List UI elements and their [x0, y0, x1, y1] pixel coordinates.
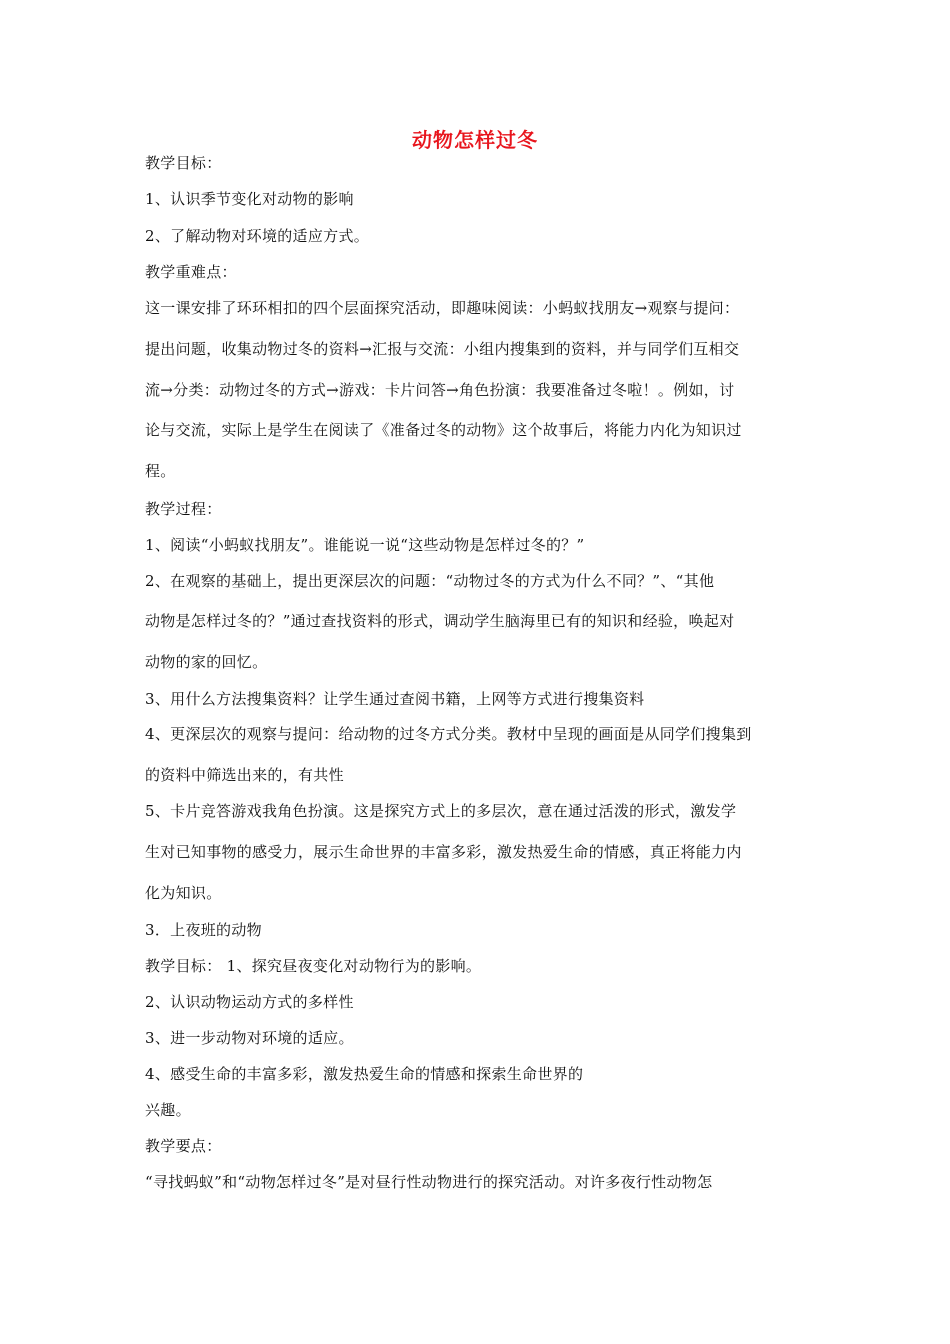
text-line: 4、感受生命的丰富多彩，激发热爱生命的情感和探索生命世界的 — [145, 1065, 584, 1083]
text-line: 流→分类：动物过冬的方式→游戏：卡片问答→角色扮演：我要准备过冬啦！。例如，讨 — [145, 381, 735, 399]
text-line: 3、进一步动物对环境的适应。 — [145, 1029, 354, 1047]
text-line: 3、用什么方法搜集资料？让学生通过查阅书籍，上网等方式进行搜集资料 — [145, 690, 645, 708]
text-line: 动物是怎样过冬的？”通过查找资料的形式，调动学生脑海里已有的知识和经验，唤起对 — [145, 612, 735, 630]
text-line: 生对已知事物的感受力，展示生命世界的丰富多彩，激发热爱生命的情感，真正将能力内 — [145, 843, 742, 861]
document-title: 动物怎样过冬 — [412, 128, 538, 152]
text-line: 论与交流，实际上是学生在阅读了《准备过冬的动物》这个故事后，将能力内化为知识过 — [145, 421, 742, 439]
text-line: 3．上夜班的动物 — [145, 921, 262, 939]
text-line: 化为知识。 — [145, 884, 222, 902]
text-line: 4、更深层次的观察与提问：给动物的过冬方式分类。教材中呈现的画面是从同学们搜集到 — [145, 725, 752, 743]
text-line: 5、卡片竞答游戏我角色扮演。这是探究方式上的多层次，意在通过活泼的形式，激发学 — [145, 802, 737, 820]
text-line: 程。 — [145, 462, 176, 480]
text-line: 提出问题，收集动物过冬的资料→汇报与交流：小组内搜集到的资料，并与同学们互相交 — [145, 340, 740, 358]
text-line: 2、认识动物运动方式的多样性 — [145, 993, 354, 1011]
text-line: 动物的家的回忆。 — [145, 653, 268, 671]
text-line: 教学要点： — [145, 1137, 222, 1155]
text-line: 教学目标： 1、探究昼夜变化对动物行为的影响。 — [145, 957, 482, 975]
text-line: 2、在观察的基础上，提出更深层次的问题：“动物过冬的方式为什么不同？”、“其他 — [145, 572, 715, 590]
text-line: “寻找蚂蚁”和“动物怎样过冬”是对昼行性动物进行的探究活动。对许多夜行性动物怎 — [145, 1173, 713, 1191]
text-line: 教学重难点： — [145, 263, 237, 281]
text-line: 这一课安排了环环相扣的四个层面探究活动，即趣味阅读：小蚂蚁找朋友→观察与提问： — [145, 299, 740, 317]
text-line: 1、阅读“小蚂蚁找朋友”。谁能说一说“这些动物是怎样过冬的？” — [145, 536, 585, 554]
text-line: 2、了解动物对环境的适应方式。 — [145, 227, 370, 245]
text-line: 1、认识季节变化对动物的影响 — [145, 190, 354, 208]
text-line: 教学目标： — [145, 154, 222, 172]
text-line: 的资料中筛选出来的，有共性 — [145, 766, 344, 784]
text-line: 兴趣。 — [145, 1101, 191, 1119]
text-line: 教学过程： — [145, 500, 222, 518]
